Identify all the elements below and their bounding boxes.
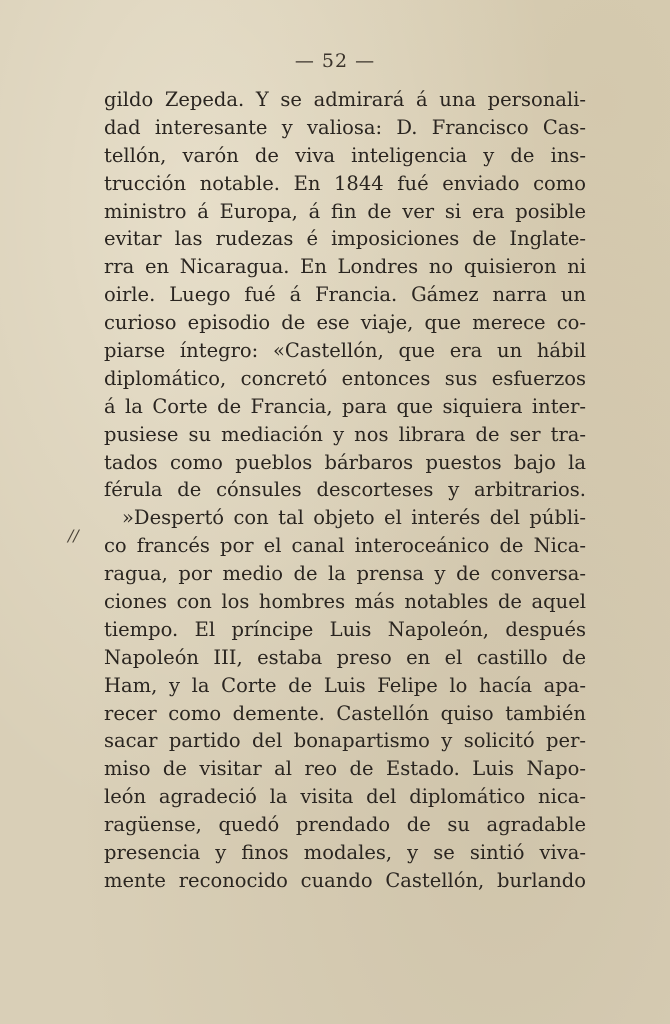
text-line: trucción notable. En 1844 fué enviado como: [104, 171, 586, 195]
text-line: mente reconocido cuando Castellón, burlando: [104, 868, 586, 892]
text-line: sacar partido del bonapartismo y solicitó per-: [104, 729, 586, 753]
page-number: — 52 —: [294, 50, 376, 72]
text-line: diplomático, concretó entonces sus esfuerzos: [104, 366, 586, 390]
text-line: co francés por el canal interoceánico de Nica-: [104, 534, 586, 558]
margin-annotation: //: [68, 526, 79, 545]
text-line: ministro á Europa, á fin de ver si era posible: [104, 199, 586, 223]
text-line: pusiese su mediación y nos librara de ser tra-: [104, 422, 586, 446]
text-line: tiempo. El príncipe Luis Napoleón, después: [104, 617, 586, 641]
text-line: piarse íntegro: «Castellón, que era un hábil: [104, 339, 586, 363]
text-line: evitar las rudezas é imposiciones de Inglate-: [104, 227, 586, 251]
text-line: Ham, y la Corte de Luis Felipe lo hacía apa-: [104, 673, 586, 697]
text-line: rra en Nicaragua. En Londres no quisieron ni: [104, 255, 586, 279]
body-text: [104, 86, 586, 895]
text-line: oirle. Luego fué á Francia. Gámez narra un: [104, 283, 586, 307]
text-line: recer como demente. Castellón quiso también: [104, 701, 586, 725]
text-line: miso de visitar al reo de Estado. Luis Napo-: [104, 757, 586, 781]
text-line: curioso episodio de ese viaje, que merece co-: [104, 311, 586, 335]
text-line: ciones con los hombres más notables de aquel: [104, 590, 586, 614]
text-line: férula de cónsules descorteses y arbitrarios.: [104, 478, 586, 502]
text-line: tados como pueblos bárbaros puestos bajo la: [104, 450, 586, 474]
text-line: ragua, por medio de la prensa y de conversa-: [104, 562, 586, 586]
text-line: Napoleón III, estaba preso en el castillo de: [104, 645, 586, 669]
text-line: »Despertó con tal objeto el interés del públi-: [122, 506, 586, 530]
text-line: dad interesante y valiosa: D. Francisco Cas-: [104, 115, 586, 139]
text-line: ragüense, quedó prendado de su agradable: [104, 813, 586, 837]
text-line: gildo Zepeda. Y se admirará á una personali-: [104, 88, 586, 111]
text-line: tellón, varón de viva inteligencia y de ins-: [104, 143, 586, 167]
text-line: presencia y finos modales, y se sintió viva-: [104, 841, 586, 865]
text-line: león agradeció la visita del diplomático nica-: [104, 785, 586, 809]
text-line: á la Corte de Francia, para que siquiera inter-: [104, 394, 586, 418]
